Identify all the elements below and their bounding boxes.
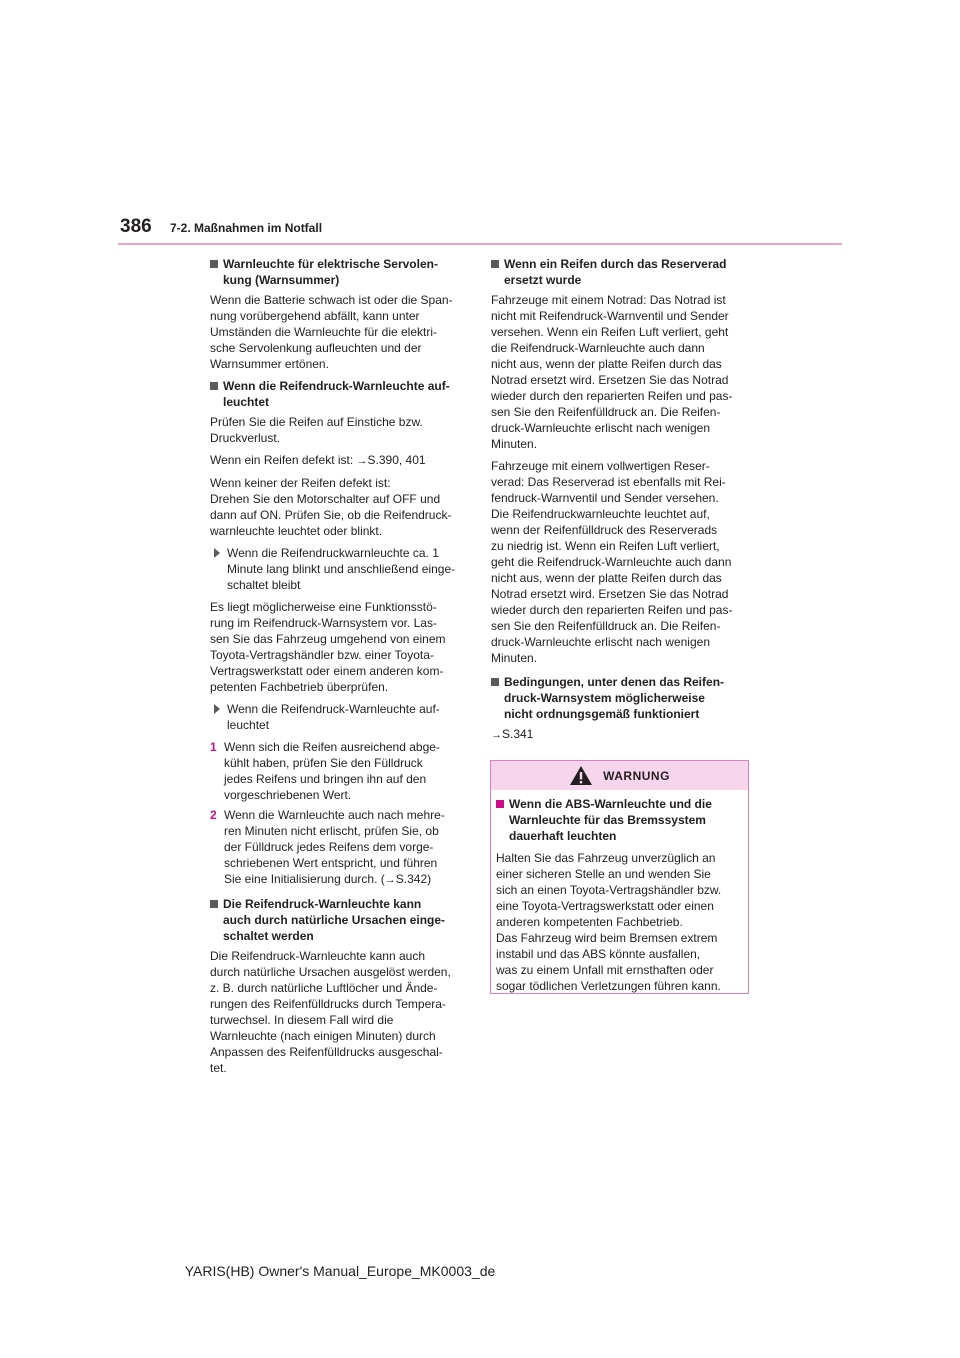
- paragraph: Halten Sie das Fahrzeug unverzüglich an einer sicheren Stelle an und wenden Sie sich an einen Toyota-Vertragshändler bzw. eine Toyota-Vertragswerkstatt oder einen anderen kompetenten Fachbetrieb. Das Fahrzeug wird beim Bremsen extrem instabil und das ABS könnte ausfallen, was zu einem Unfall mit ernsthaften oder sogar tödlichen Verletzungen führen kann.: [496, 851, 722, 993]
- warning-label: WARNUNG: [603, 768, 670, 783]
- step-text: Wenn sich die Reifen ausreichend abge- kühlt haben, prüfen Sie den Fülldruck jedes Reifens und bringen ihn auf den vorgeschriebenen Wert.: [224, 740, 440, 802]
- section-heading-conditions: [491, 674, 746, 722]
- heading-text: Wenn die ABS-Warnleuchte und die Warnleuchte für das Bremssystem dauerhaft leuchten: [509, 797, 712, 843]
- warning-triangle-icon: [569, 765, 593, 786]
- paragraph: Wenn keiner der Reifen defekt ist: Drehen Sie den Motorschalter auf OFF und dann auf ON. Prüfen Sie, ob die Reifendruck- warnleuchte leuchtet oder blinkt.: [210, 476, 452, 538]
- warning-box: [490, 760, 749, 994]
- arrow-right-icon: →: [356, 455, 368, 467]
- step-2: [210, 807, 465, 888]
- footer-manual-id: YARIS(HB) Owner's Manual_Europe_MK0003_de: [184, 1263, 496, 1279]
- paragraph: Es liegt möglicherweise eine Funktionsstö- rung im Reifendruck-Warnsystem vor. Las- sen Sie das Fahrzeug umgehend von einem Toyota-Vertragshändler bzw. einer Toyota- Vertragswerkstatt oder einem anderen kom- petenten Fachbetrieb überprüfen.: [210, 600, 446, 694]
- square-bullet-icon: [496, 800, 504, 808]
- triangle-bullet-icon: [214, 704, 220, 714]
- right-column: [491, 256, 746, 749]
- arrow-right-icon: →: [384, 874, 396, 886]
- section-heading-natural-causes: [210, 896, 465, 944]
- paragraph: Fahrzeuge mit einem Notrad: Das Notrad ist nicht mit Reifendruck-Warnventil und Sender versehen. Wenn ein Reifen Luft verliert, geht die Reifendruck-Warnleuchte auch dann nicht aus, wenn der platte Reifen durch das Notrad ersetzt wird. Ersetzen Sie das Notrad wieder durch den reparierten Reifen und pas- sen Sie den Reifenfülldruck an. Die Reifen- druck-Warnleuchte erlischt nach wenigen Minuten.: [491, 293, 733, 451]
- warning-body: [491, 790, 748, 994]
- page-reference: S.341: [502, 727, 534, 741]
- paragraph-with-reference: [210, 452, 465, 469]
- warning-header: [491, 761, 748, 790]
- header-divider: [118, 243, 842, 245]
- section-heading-power-steering: [210, 256, 465, 288]
- paragraph: Fahrzeuge mit einem vollwertigen Reser- verad: Das Reserverad ist ebenfalls mit Rei- fendruck-Warnventil und Sender versehen. Die Reifendruckwarnleuchte leuchtet auf, wenn der Reifenfülldruck des Reserverads zu niedrig ist. Wenn ein Reifen Luft verliert, geht die Reifendruck-Warnleuchte auch dann nicht aus, wenn der platte Reifen durch das Notrad ersetzt wird. Ersetzen Sie das Notrad wieder durch den reparierten Reifen und pas- sen Sie den Reifenfülldruck an. Die Reifen- druck-Warnleuchte erlischt nach wenigen Minuten.: [491, 459, 733, 665]
- paragraph: Prüfen Sie die Reifen auf Einstiche bzw. Druckverlust.: [210, 415, 423, 445]
- section-title: 7-2. Maßnahmen im Notfall: [170, 221, 323, 235]
- sub-heading-blinks: [210, 545, 465, 593]
- square-bullet-icon: [491, 678, 499, 686]
- heading-text: Bedingungen, unter denen das Reifen- druck-Warnsystem möglicherweise nicht ordnungsgemäß funktioniert: [504, 675, 725, 721]
- step-1: [210, 739, 465, 803]
- warning-heading: [496, 796, 743, 844]
- heading-text: Wenn ein Reifen durch das Reserverad ersetzt wurde: [504, 257, 727, 287]
- sub-heading-text: Wenn die Reifendruckwarnleuchte ca. 1 Minute lang blinkt und anschließend einge- schaltet bleibt: [227, 546, 456, 592]
- page-number: 386: [120, 216, 152, 237]
- page-reference: S.390, 401: [367, 453, 426, 467]
- triangle-bullet-icon: [214, 548, 220, 558]
- sub-heading-lights-up: [210, 701, 465, 733]
- section-heading-tire-pressure: [210, 378, 465, 410]
- heading-text: Warnleuchte für elektrische Servolen- kung (Warnsummer): [223, 257, 438, 287]
- paragraph-with-reference: [491, 726, 746, 743]
- step-text: [224, 807, 465, 888]
- square-bullet-icon: [210, 382, 218, 390]
- paragraph: Wenn die Batterie schwach ist oder die Span- nung vorübergehend abfällt, kann unter Umständen die Warnleuchte für die elektri- sche Servolenkung aufleuchten und der Warnsummer ertönen.: [210, 293, 453, 371]
- sub-heading-text: Wenn die Reifendruck-Warnleuchte auf- leuchtet: [227, 702, 440, 732]
- square-bullet-icon: [210, 900, 218, 908]
- square-bullet-icon: [491, 260, 499, 268]
- text: Wenn die Warnleuchte auch nach mehre- ren Minuten nicht erlischt, prüfen Sie, ob der Fülldruck jedes Reifens dem vorge- schriebenen Wert entspricht, und führen Sie eine Initialisierung durch. (: [224, 808, 445, 886]
- step-number: 2: [210, 808, 217, 822]
- step-number: 1: [210, 740, 217, 754]
- page-reference: S.342): [395, 872, 432, 886]
- paragraph: Die Reifendruck-Warnleuchte kann auch durch natürliche Ursachen ausgelöst werden, z. B. durch natürliche Luftlöcher und Ände- rungen des Reifenfülldrucks durch Tempera- turwechsel. In diesem Fall wird die Warnleuchte (nach einigen Minuten) durch Anpassen des Reifenfülldrucks ausgeschal- tet.: [210, 949, 451, 1075]
- heading-text: Wenn die Reifendruck-Warnleuchte auf- leuchtet: [223, 379, 450, 409]
- arrow-right-icon: →: [491, 729, 502, 741]
- text: Wenn ein Reifen defekt ist:: [210, 453, 357, 467]
- section-heading-spare-wheel: [491, 256, 746, 288]
- heading-text: Die Reifendruck-Warnleuchte kann auch durch natürliche Ursachen einge- schaltet werden: [223, 897, 446, 943]
- left-column: [210, 256, 465, 1082]
- square-bullet-icon: [210, 260, 218, 268]
